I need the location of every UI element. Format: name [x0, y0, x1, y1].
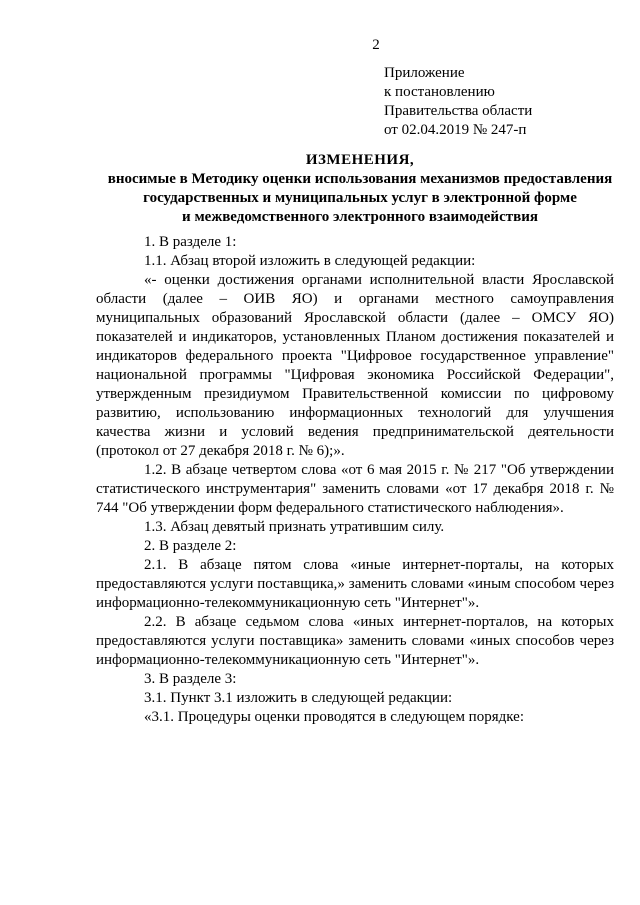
- paragraph: 2. В разделе 2:: [144, 538, 237, 554]
- document-body: [96, 233, 614, 727]
- document-title: [96, 151, 624, 227]
- appendix-line: Правительства области: [384, 103, 533, 119]
- paragraph: 3.1. Пункт 3.1 изложить в следующей редакции:: [144, 690, 453, 706]
- title-line: и межведомственного электронного взаимодействия: [182, 209, 538, 225]
- appendix-block: [384, 64, 532, 140]
- paragraph: «- оценки достижения органами исполнительной власти Ярославской области (далее – ОИВ ЯО) и органами местного самоуправления муниципальных образований Ярославской области (далее – ОМСУ ЯО) показателей и индикаторов, установленных Планом достижения показателей и индикаторов федерального проекта "Цифровое государственное управление" национальной программы "Цифровая экономика Российской Федерации", утвержденным президиумом Правительственной комиссии по цифровому развитию, использованию информационных технологий для улучшения качества жизни и условий ведения предпринимательской деятельности (протокол от 27 декабря 2018 г. № 6);».: [96, 272, 614, 459]
- paragraph: 1.1. Абзац второй изложить в следующей редакции:: [144, 253, 476, 269]
- appendix-line: к постановлению: [384, 84, 495, 100]
- paragraph: 2.2. В абзаце седьмом слова «иных интернет-порталов, на которых предоставляются услуги поставщика» заменить словами «иных способов через информационно-телекоммуникационную сеть "Интернет"».: [96, 614, 614, 668]
- paragraph: 1. В разделе 1:: [144, 234, 237, 250]
- paragraph: «3.1. Процедуры оценки проводятся в следующем порядке:: [144, 709, 524, 725]
- page-number: 2: [372, 37, 380, 53]
- appendix-line: Приложение: [384, 65, 465, 81]
- title-line: государственных и муниципальных услуг в электронной форме: [143, 190, 577, 206]
- title-main: ИЗМЕНЕНИЯ,: [305, 152, 415, 168]
- paragraph: 2.1. В абзаце пятом слова «иные интернет-порталы, на которых предоставляются услуги поставщика,» заменить словами «иным способом через информационно-телекоммуникационную сеть "Интернет"».: [96, 557, 614, 611]
- title-line: вносимые в Методику оценки использования механизмов предоставления: [107, 171, 613, 187]
- paragraph: 1.2. В абзаце четвертом слова «от 6 мая 2015 г. № 217 "Об утверждении статистического инструментария" заменить словами «от 17 декабря 2018 г. № 744 "Об утверждении форм федерального статистического наблюдения».: [96, 462, 614, 516]
- appendix-line: от 02.04.2019 № 247-п: [384, 122, 527, 138]
- paragraph: 3. В разделе 3:: [144, 671, 237, 687]
- paragraph: 1.3. Абзац девятый признать утратившим силу.: [144, 519, 445, 535]
